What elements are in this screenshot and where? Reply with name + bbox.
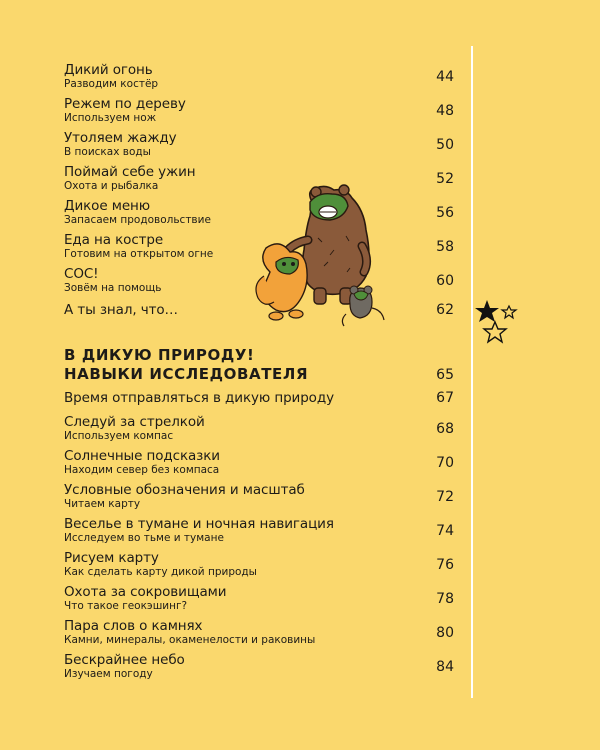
toc-entry-title: Следуй за стрелкой xyxy=(64,414,205,430)
toc-entry-page: 76 xyxy=(436,557,454,573)
toc-entry-subtitle: Изучаем погоду xyxy=(64,668,153,680)
toc-entry-page: 70 xyxy=(436,455,454,471)
toc-entry-title: Дикое меню xyxy=(64,198,151,214)
toc-entry-subtitle: Исследуем во тьме и тумане xyxy=(64,532,224,544)
toc-entry-title: Условные обозначения и масштаб xyxy=(64,482,305,498)
toc-entry-page: 50 xyxy=(436,137,454,153)
toc-entry-title: Рисуем карту xyxy=(64,550,159,566)
toc-entry-wild-fire[interactable] xyxy=(64,62,454,96)
toc-entry-treasure-hunt[interactable] xyxy=(64,584,454,618)
toc-entry-title: СОС! xyxy=(64,266,99,282)
toc-entry-subtitle: Охота и рыбалка xyxy=(64,180,159,192)
section-heading-line-2: НАВЫКИ ИССЛЕДОВАТЕЛЯ xyxy=(64,365,309,383)
toc-entry-subtitle: В поисках воды xyxy=(64,146,151,158)
toc-entry-title: Дикий огонь xyxy=(64,62,153,78)
toc-entry-follow-arrow[interactable] xyxy=(64,414,454,448)
toc-entry-title: Утоляем жажду xyxy=(64,130,177,146)
toc-entry-subtitle: Находим север без компаса xyxy=(64,464,220,476)
toc-entry-endless-sky[interactable] xyxy=(64,652,454,686)
bear-and-friends-illustration xyxy=(254,180,390,330)
toc-entry-page: 74 xyxy=(436,523,454,539)
toc-entry-title: Время отправляться в дикую природу xyxy=(64,390,334,406)
toc-entry-subtitle: Что такое геокэшинг? xyxy=(64,600,188,612)
toc-entry-stones[interactable] xyxy=(64,618,454,652)
toc-entry-subtitle: Читаем карту xyxy=(64,498,141,510)
toc-entry-title: Веселье в тумане и ночная навигация xyxy=(64,516,334,532)
toc-entry-subtitle: Зовём на помощь xyxy=(64,282,162,294)
section-page-number: 65 xyxy=(436,367,454,383)
toc-entry-page: 60 xyxy=(436,273,454,289)
toc-entry-map-symbols[interactable] xyxy=(64,482,454,516)
toc-entry-page: 62 xyxy=(436,302,454,318)
toc-entry-page: 80 xyxy=(436,625,454,641)
toc-entry-subtitle: Готовим на открытом огне xyxy=(64,248,214,260)
toc-entry-thirst[interactable] xyxy=(64,130,454,164)
toc-entry-page: 52 xyxy=(436,171,454,187)
toc-entry-title: Бескрайнее небо xyxy=(64,652,185,668)
toc-entry-page: 44 xyxy=(436,69,454,85)
stars-icon xyxy=(473,298,521,346)
toc-entry-page: 67 xyxy=(436,390,454,406)
toc-entry-page: 84 xyxy=(436,659,454,675)
toc-entry-title: Поймай себе ужин xyxy=(64,164,196,180)
toc-entry-page: 72 xyxy=(436,489,454,505)
toc-entry-title: Пара слов о камнях xyxy=(64,618,203,634)
toc-entry-subtitle: Камни, минералы, окаменелости и раковины xyxy=(64,634,316,646)
toc-entry-subtitle: Разводим костёр xyxy=(64,78,159,90)
toc-entry-wood-carving[interactable] xyxy=(64,96,454,130)
toc-entry-fog-navigation[interactable] xyxy=(64,516,454,550)
toc-entry-sun-hints[interactable] xyxy=(64,448,454,482)
section-heading-line-1: В ДИКУЮ ПРИРОДУ! xyxy=(64,346,255,364)
toc-entry-page: 78 xyxy=(436,591,454,607)
toc-entry-page: 58 xyxy=(436,239,454,255)
toc-entry-page: 68 xyxy=(436,421,454,437)
toc-entry-subtitle: Запасаем продовольствие xyxy=(64,214,211,226)
toc-entry-draw-map[interactable] xyxy=(64,550,454,584)
toc-entry-page: 56 xyxy=(436,205,454,221)
page-divider xyxy=(471,46,473,698)
toc-entry-subtitle: Как сделать карту дикой природы xyxy=(64,566,257,578)
toc-entry-title: Режем по дереву xyxy=(64,96,186,112)
toc-entry-subtitle: Используем нож xyxy=(64,112,157,124)
toc-entry-title: Солнечные подсказки xyxy=(64,448,220,464)
toc-entry-page: 48 xyxy=(436,103,454,119)
toc-entry-title: А ты знал, что… xyxy=(64,302,178,318)
toc-entry-title: Еда на костре xyxy=(64,232,164,248)
toc-entry-subtitle: Используем компас xyxy=(64,430,174,442)
toc-entry-title: Охота за сокровищами xyxy=(64,584,227,600)
section-heading[interactable] xyxy=(64,346,454,386)
